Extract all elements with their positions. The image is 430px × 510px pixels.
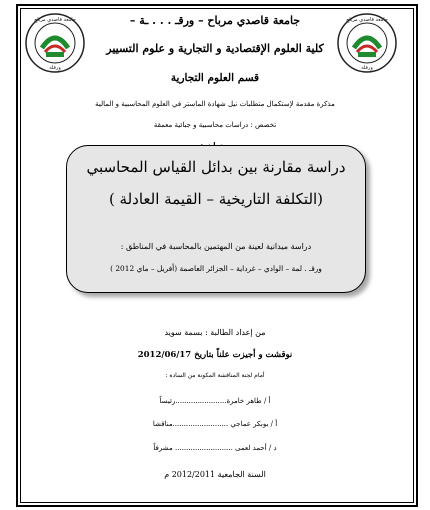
- committee-member-president: أ / طاهر خامرة.......................رئيساً: [159, 397, 271, 405]
- memo-purpose: مذكرة مقدمة لإستكمال متطلبات نيل شهادة الماستر في العلوم المحاسبية و المالية: [95, 100, 335, 108]
- study-description: دراسة ميدانية لعينة من المهتمين بالمحاسبة في المناطق :: [120, 242, 312, 251]
- svg-text:ورقلة: ورقلة: [49, 65, 61, 71]
- academic-year: السنة الجامعية 2012/2011 م: [164, 470, 266, 479]
- title-box: [66, 145, 366, 293]
- committee-member-supervisor: د / أحمد لعمى .......................... مشرفاً: [153, 444, 277, 452]
- svg-text:ورقلة: ورقلة: [361, 65, 373, 71]
- specialty: تخصص : دراسات محاسبية و جبائية معمقة: [153, 121, 277, 129]
- faculty-name: كلية العلوم الإقتصادية و التجارية و علوم التسيير: [106, 42, 324, 55]
- defense-date: نوقشت و أجيزت علناً بتاريخ 2012/06/17: [137, 350, 293, 360]
- university-name: جامعة قاصدي مرباح – ورقـ . . . ـة –: [129, 14, 301, 27]
- title-line-1: دراسة مقارنة بين بدائل القياس المحاسبي: [86, 158, 346, 176]
- study-regions: ورقـ . لمة – الوادي – غرداية – الجزائر العاصمة (أفريل – ماي 2012 ): [110, 264, 322, 273]
- svg-text:جامعة قاصدي مرباح: جامعة قاصدي مرباح: [346, 17, 388, 23]
- logo-lettering: جامعة قاصدي مرباح: [34, 17, 76, 23]
- title-line-2: (التكلفة التاريخية – القيمة العادلة ): [108, 190, 324, 208]
- student-name: من إعداد الطالبة : بسمة سويد: [164, 328, 266, 337]
- department-name: قسم العلوم التجارية: [170, 72, 260, 84]
- committee-intro: أمام لجنة المناقشة المكونة من السادة :: [165, 372, 265, 379]
- committee-member-examiner: أ / بوبكر عماجي .........................مناقشا: [152, 420, 278, 428]
